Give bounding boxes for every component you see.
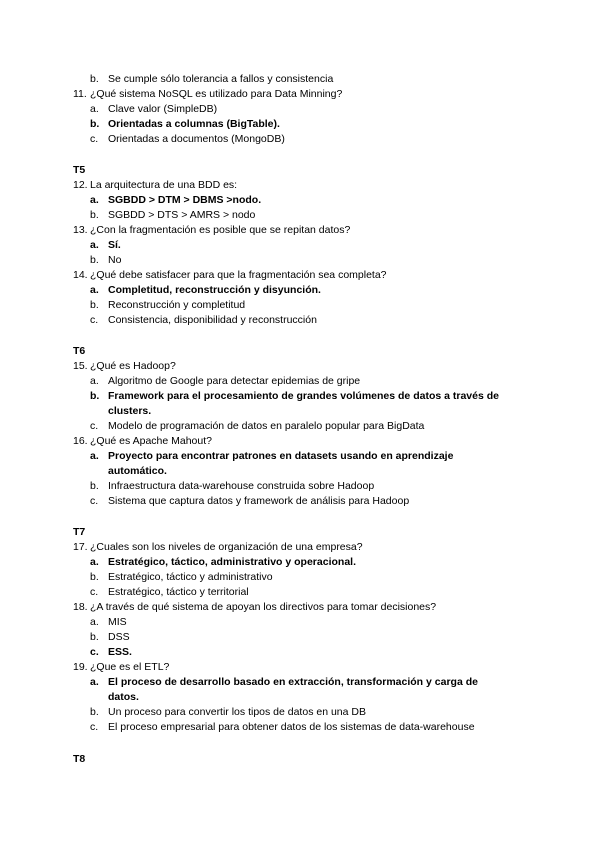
question-19 <box>73 660 169 675</box>
question-text: ¿A través de qué sistema de apoyan los directivos para tomar decisiones? <box>90 601 437 613</box>
option-b <box>90 630 130 645</box>
option-c <box>90 132 285 147</box>
option-text: Infraestructura data-warehouse construida sobre Hadoop <box>108 480 375 492</box>
question-number: 11. <box>73 88 87 100</box>
option-b <box>90 298 245 313</box>
question-18 <box>73 600 436 615</box>
option-letter: a. <box>90 284 99 296</box>
option-letter: b. <box>90 480 99 492</box>
option-letter: a. <box>90 194 99 206</box>
question-text: La arquitectura de una BDD es: <box>90 179 238 191</box>
option-text: Reconstrucción y completitud <box>108 299 246 311</box>
option-text: Algoritmo de Google para detectar epidemias de gripe <box>108 375 361 387</box>
option-text: Sí. <box>108 239 121 251</box>
option-text: ESS. <box>108 646 132 658</box>
option-text: MIS <box>108 616 127 628</box>
option-letter: b. <box>90 299 99 311</box>
question-17 <box>73 540 363 555</box>
option-a <box>90 374 360 389</box>
option-text: El proceso empresarial para obtener datos de los sistemas de data-warehouse <box>108 721 475 733</box>
question-12 <box>73 178 237 193</box>
option-a <box>90 102 217 117</box>
option-a-answer <box>90 283 321 298</box>
option-text: Completitud, reconstrucción y disyunción. <box>108 284 321 296</box>
section-heading-t7: T7 <box>73 526 86 538</box>
option-letter: c. <box>90 314 99 326</box>
question-number: 14. <box>73 269 88 281</box>
question-13 <box>73 223 350 238</box>
option-text: Orientadas a documentos (MongoDB) <box>108 133 285 145</box>
option-a <box>90 615 127 630</box>
option-text: Proyecto para encontrar patrones en datasets usando en aprendizaje automático. <box>108 450 454 477</box>
option-letter: a. <box>90 239 99 251</box>
option-c-answer <box>90 645 132 660</box>
question-number: 18. <box>73 601 88 613</box>
option-letter: a. <box>90 676 99 688</box>
option-letter: a. <box>90 616 99 628</box>
option-b <box>90 208 255 223</box>
question-text: ¿Qué debe satisfacer para que la fragmentación sea completa? <box>90 269 387 281</box>
option-text: Se cumple sólo tolerancia a fallos y consistencia <box>108 73 334 85</box>
question-text: ¿Que es el ETL? <box>90 661 170 673</box>
option-text: Estratégico, táctico y administrativo <box>108 571 273 583</box>
option-letter: a. <box>90 103 99 115</box>
option-letter: b. <box>90 254 99 266</box>
question-text: ¿Qué es Hadoop? <box>90 360 176 372</box>
section-heading-t6: T6 <box>73 345 86 357</box>
option-text: SGBDD > DTM > DBMS >nodo. <box>108 194 262 206</box>
option-letter: a. <box>90 375 99 387</box>
question-number: 13. <box>73 224 88 236</box>
option-letter: b. <box>90 631 99 643</box>
option-b <box>90 253 121 268</box>
option-letter: b. <box>90 390 100 402</box>
option-text: Consistencia, disponibilidad y reconstrucción <box>108 314 317 326</box>
option-text: Orientadas a columnas (BigTable). <box>108 118 280 130</box>
option-text: Framework para el procesamiento de grandes volúmenes de datos a través de clusters. <box>108 390 499 417</box>
question-text: ¿Con la fragmentación es posible que se repitan datos? <box>90 224 351 236</box>
option-text: Sistema que captura datos y framework de análisis para Hadoop <box>108 495 410 507</box>
option-letter: b. <box>90 73 99 85</box>
option-text: No <box>108 254 122 266</box>
option-text: Un proceso para convertir los tipos de datos en una DB <box>108 706 366 718</box>
option-c <box>90 419 424 434</box>
question-text: ¿Qué es Apache Mahout? <box>90 435 212 447</box>
section-heading-t8: T8 <box>73 753 86 765</box>
option-text: El proceso de desarrollo basado en extracción, transformación y carga de datos. <box>108 676 478 703</box>
option-letter: b. <box>90 571 99 583</box>
option-text: Estratégico, táctico, administrativo y operacional. <box>108 556 356 568</box>
question-number: 17. <box>73 541 88 553</box>
option-letter: c. <box>90 646 99 658</box>
option-b-answer <box>90 117 280 132</box>
option-c <box>90 494 409 509</box>
question-number: 12. <box>73 179 88 191</box>
option-b-answer <box>90 389 108 404</box>
option-text: Estratégico, táctico y territorial <box>108 586 249 598</box>
option-text: SGBDD > DTS > AMRS > nodo <box>108 209 256 221</box>
section-heading-t5: T5 <box>73 164 86 176</box>
option-c <box>90 720 475 735</box>
option-letter: c. <box>90 133 99 145</box>
option-a-answer <box>90 193 261 208</box>
question-text: ¿Qué sistema NoSQL es utilizado para Data Minning? <box>90 88 343 100</box>
question-number: 16. <box>73 435 88 447</box>
option-a-answer <box>90 238 121 253</box>
option-text: Modelo de programación de datos en paralelo popular para BigData <box>108 420 425 432</box>
option-letter: b. <box>90 209 99 221</box>
option-letter: b. <box>90 706 99 718</box>
option-text: Clave valor (SimpleDB) <box>108 103 218 115</box>
option-letter: b. <box>90 118 100 130</box>
option-c <box>90 585 249 600</box>
question-14 <box>73 268 387 283</box>
option-text: DSS <box>108 631 130 643</box>
question-16 <box>73 434 212 449</box>
option-b <box>90 479 374 494</box>
question-15 <box>73 359 176 374</box>
option-letter: c. <box>90 420 99 432</box>
option-b <box>90 72 333 87</box>
option-letter: c. <box>90 721 99 733</box>
option-letter: c. <box>90 586 99 598</box>
option-b <box>90 570 273 585</box>
question-text: ¿Cuales son los niveles de organización de una empresa? <box>90 541 363 553</box>
option-a-answer <box>90 555 356 570</box>
option-letter: a. <box>90 556 99 568</box>
question-11 <box>73 87 342 102</box>
option-a-answer <box>90 449 108 464</box>
option-letter: a. <box>90 450 99 462</box>
question-number: 15. <box>73 360 88 372</box>
option-c <box>90 313 317 328</box>
question-number: 19. <box>73 661 88 673</box>
option-b <box>90 705 366 720</box>
option-a-answer <box>90 675 108 690</box>
option-letter: c. <box>90 495 99 507</box>
